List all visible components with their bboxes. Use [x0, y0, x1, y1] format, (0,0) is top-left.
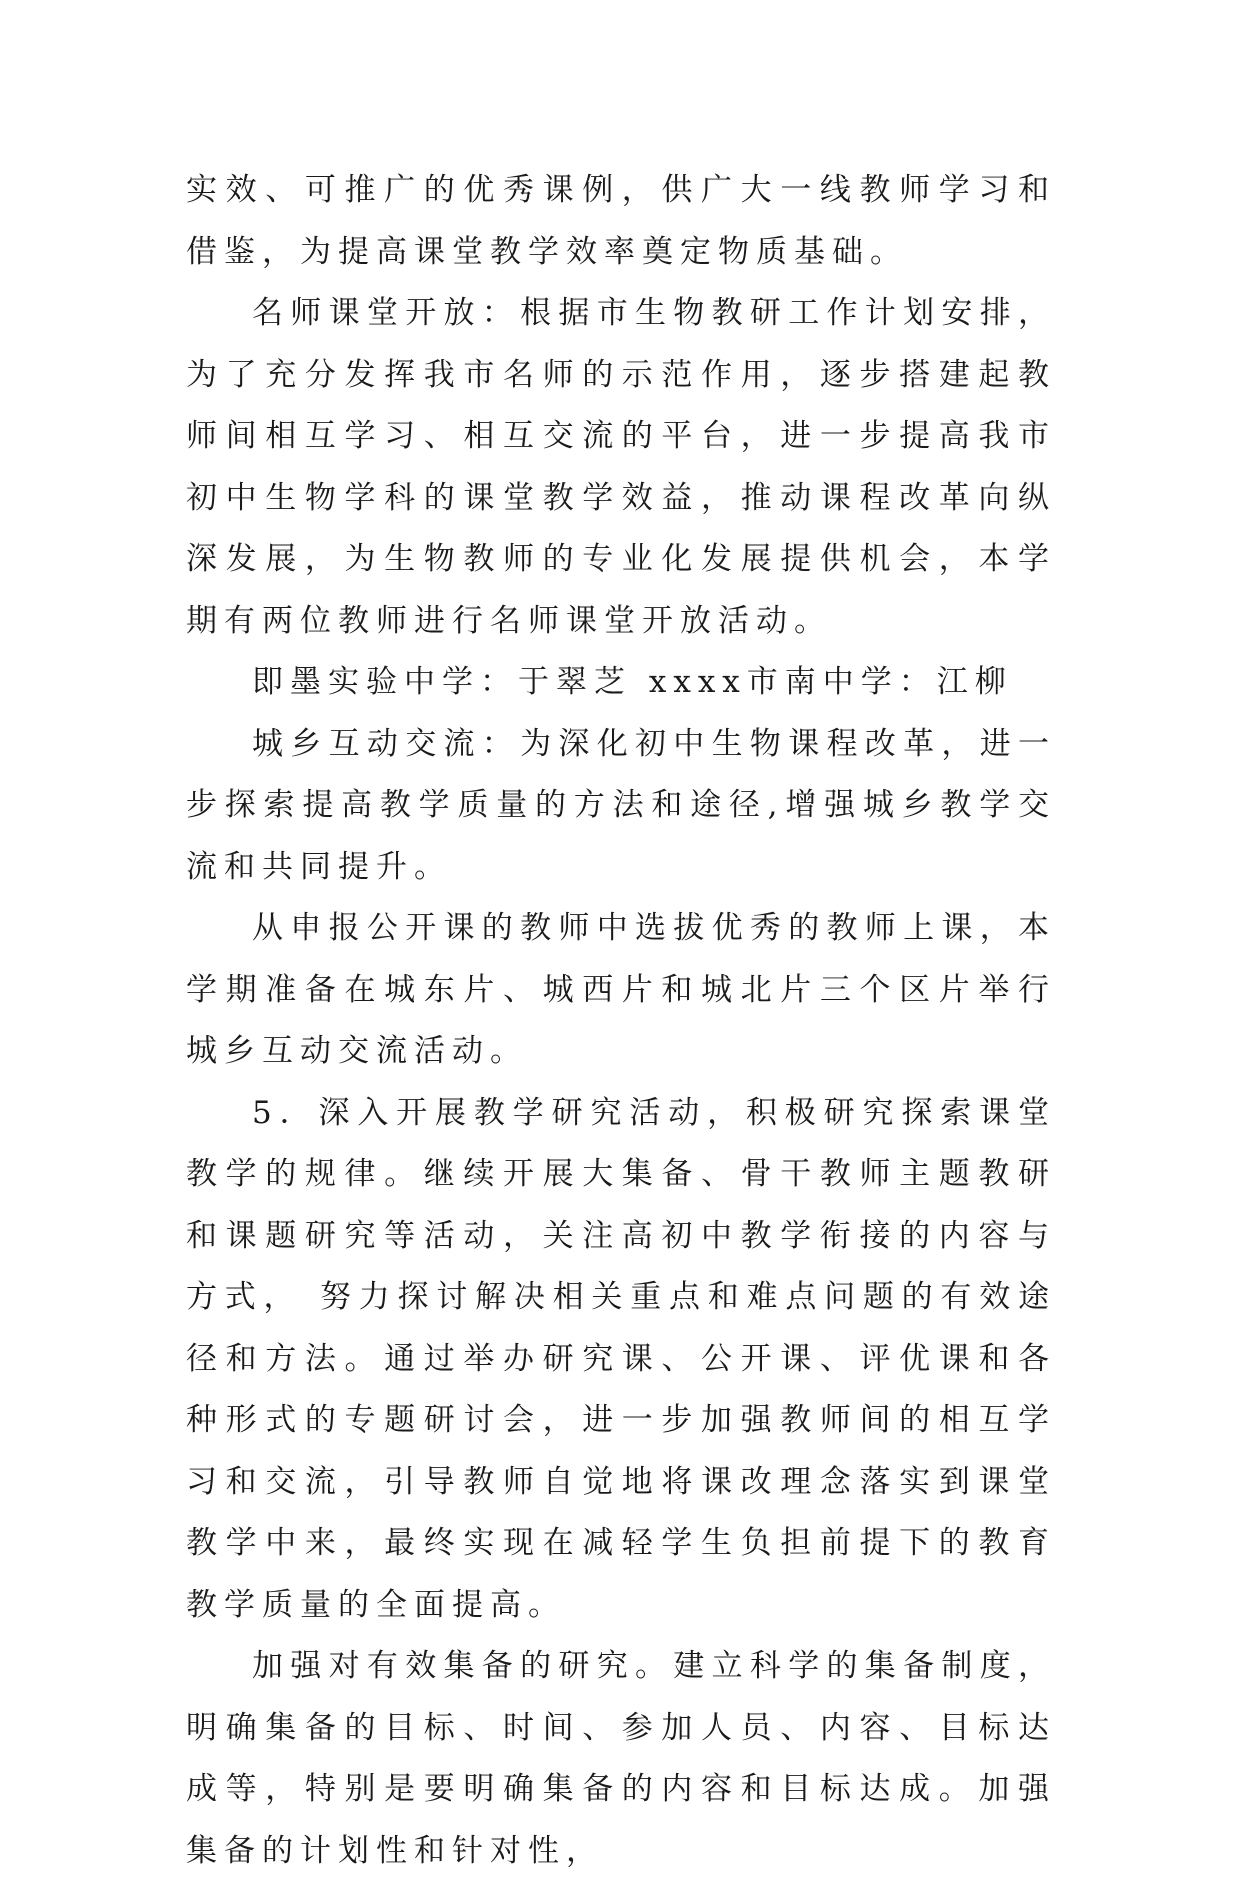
paragraph-6: 5．深入开展教学研究活动，积极研究探索课堂教学的规律。继续开展大集备、骨干教师主题教研和课题研究等活动，关注高初中教学衔接的内容与方式， 努力探讨解决相关重点和难点问题的有效途径和方法。通过举办研究课、公开课、评优课和各种形式的专题研讨会，进一步加强教师间的相互学习和交流，引导教师自觉地将课改理念落实到课堂教学中来，最终实现在减轻学生负担前提下的教育教学质量的全面提高。: [186, 1094, 1056, 1623]
paragraph-2: 名师课堂开放：根据市生物教研工作计划安排，为了充分发挥我市名师的示范作用，逐步搭建起教师间相互学习、相互交流的平台，进一步提高我市初中生物学科的课堂教学效益，推动课程改革向纵深发展，为生物教师的专业化发展提供机会，本学期有两位教师进行名师课堂开放活动。: [186, 295, 1056, 639]
paragraph-7: 加强对有效集备的研究。建立科学的集备制度，明确集备的目标、时间、参加人员、内容、目标达成等，特别是要明确集备的内容和目标达成。加强集备的计划性和针对性，: [186, 1648, 1056, 1869]
paragraph-4: 城乡互动交流：为深化初中生物课程改革，进一步探索提高教学质量的方法和途径,增强城乡教学交流和共同提升。: [186, 725, 1056, 885]
document-body: [186, 160, 1056, 1882]
paragraph-1: 实效、可推广的优秀课例，供广大一线教师学习和借鉴，为提高课堂教学效率奠定物质基础。: [186, 172, 1056, 270]
paragraph-3: 即墨实验中学：于翠芝 xxxx市南中学：江柳: [252, 664, 1013, 700]
paragraph-5: 从申报公开课的教师中选拔优秀的教师上课，本学期准备在城东片、城西片和城北片三个区片举行城乡互动交流活动。: [186, 910, 1056, 1069]
